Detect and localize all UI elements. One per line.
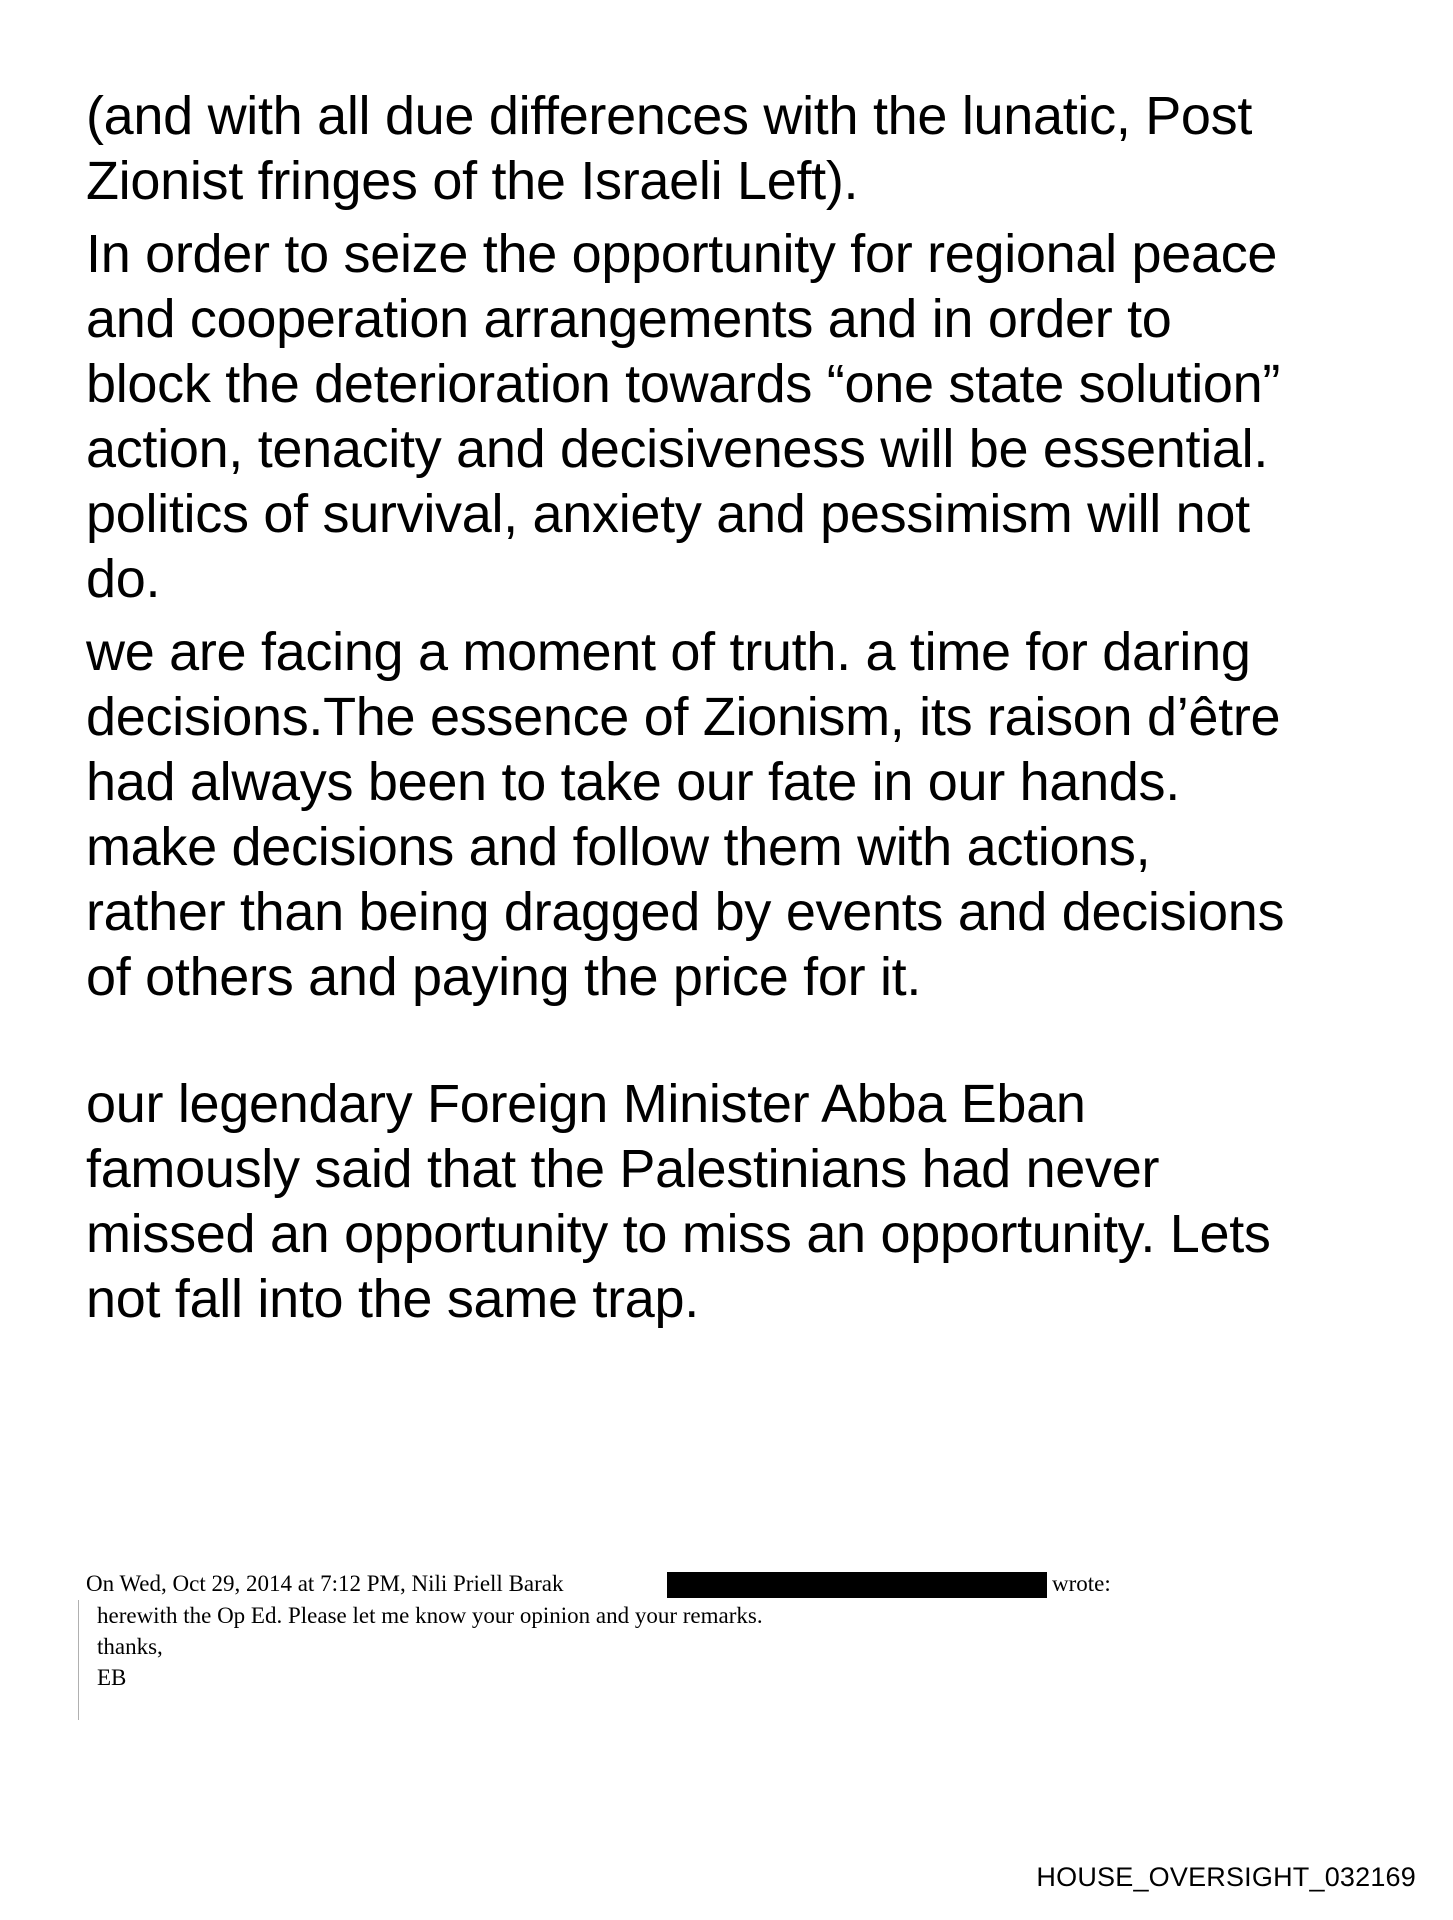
email-attribution-line bbox=[86, 1570, 1111, 1600]
quoted-message bbox=[78, 1600, 1086, 1720]
paragraph-abba-eban: our legendary Foreign Minister Abba Eban famously said that the Palestinians had never missed an opportunity to miss an opportunity. Lets not fall into the same trap. bbox=[86, 1074, 1271, 1329]
bates-number: HOUSE_OVERSIGHT_032169 bbox=[1036, 1862, 1416, 1892]
quoted-line: herewith the Op Ed. Please let me know your opinion and your remarks. bbox=[97, 1603, 763, 1628]
email-attribution-prefix: On Wed, Oct 29, 2014 at 7:12 PM, Nili Priell Barak bbox=[86, 1571, 564, 1596]
paragraph-lunatic-fringes: (and with all due differences with the lunatic, Post Zionist fringes of the Israeli Left). bbox=[86, 86, 1253, 211]
op-ed-body bbox=[86, 84, 1406, 1340]
paragraph-regional-peace: In order to seize the opportunity for regional peace and cooperation arrangements and in order to block the deterioration towards “one state solution” action, tenacity and decisiveness will be essential. politics of survival, anxiety and pessimism will not do. bbox=[86, 224, 1281, 609]
redaction-box bbox=[667, 1572, 1047, 1598]
quoted-line: thanks, bbox=[97, 1634, 163, 1659]
quoted-email bbox=[86, 1570, 1111, 1720]
quoted-line: EB bbox=[97, 1665, 127, 1690]
email-attribution-suffix: wrote: bbox=[1052, 1571, 1111, 1596]
paragraph-moment-of-truth: we are facing a moment of truth. a time for daring decisions.The essence of Zionism, its raison d’être had always been to take our fate in our hands. make decisions and follow them with actions, rather than being dragged by events and decisions of others and paying the price for it. bbox=[86, 622, 1285, 1007]
